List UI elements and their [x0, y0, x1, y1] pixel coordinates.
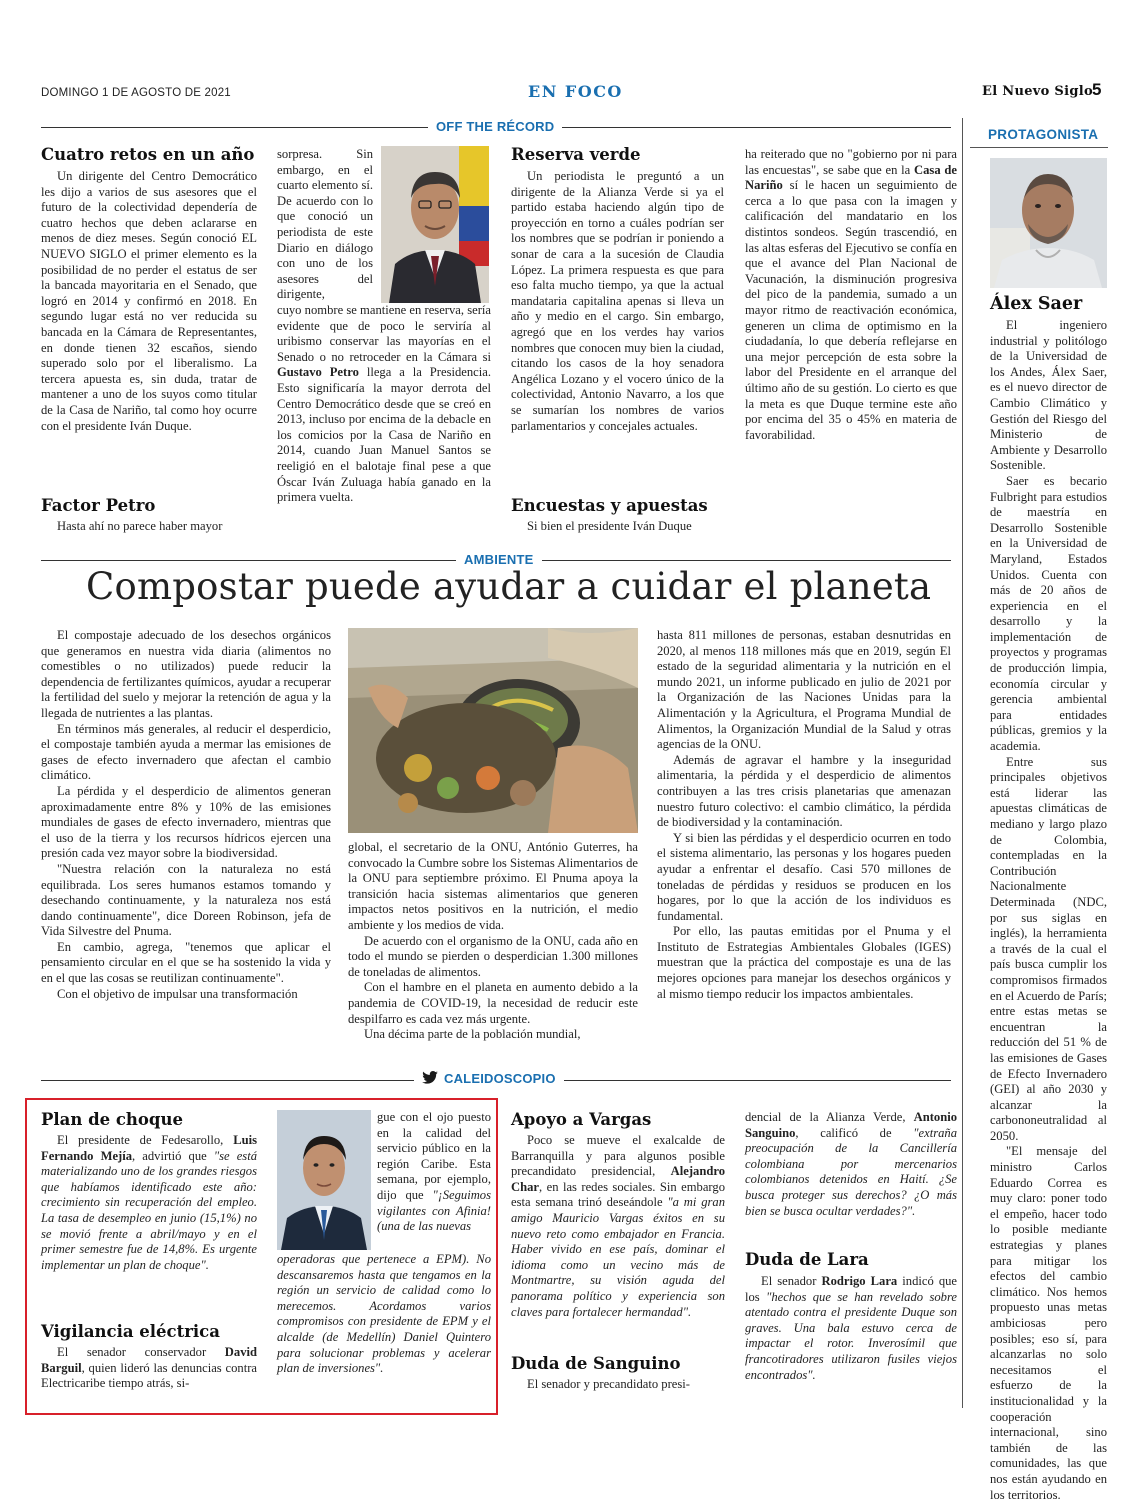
- body-plan-choque: El presidente de Fedesarollo, Luis Fernando Mejía, advirtió que "se está materializando uno de los grandes riesgos que habíamos identificado este año: crecimiento sin recuperación del empleo. La tasa de desempleo en junio (15,1%) no se movió frente a abril/mayo y en el primer semestre fue de 14,8%. Es urgente implementar un plan de choque".: [41, 1133, 257, 1272]
- body-vigilancia: El senador conservador David Barguil, quien lideró las denuncias contra Electricaribe tiempo atrás, si-: [41, 1345, 257, 1391]
- photo-compost: [348, 628, 638, 833]
- ambiente-label: AMBIENTE: [456, 552, 542, 567]
- headline-cuatro-retos: Cuatro retos en un año: [41, 145, 255, 164]
- body-duda-sanguino: El senador y precandidato presi-: [527, 1377, 690, 1391]
- masthead: El Nuevo Siglo: [982, 84, 1093, 99]
- photo-alex-saer: [990, 158, 1107, 288]
- headline-encuestas: Encuestas y apuestas: [511, 496, 708, 515]
- body-cuatro-retos: Un dirigente del Centro Democrático les dijo a varios de sus asesores que el futuro de la colectividad dependería de cuatro hechos que deben aclararse en menos de diez meses. Según conoció EL NUEVO SIGLO el primer elemento es la posibilidad de no perder el estatus de ser la bancada mayoritaria en el Senado, que logró en 2014 y confirmó en 2018. En segundo lugar está no ver reducida su bancada en la Cámara de Representantes, en donde tienen 32 escaños, siendo superado solo por el liberalismo. La tercera apuesta es, sin duda, tratar de mantener a uno de los suyos como titular de la Casa de Nariño, tal como hoy ocurre con el presidente Iván Duque.: [41, 169, 257, 433]
- body-compostar-col1: El compostaje adecuado de los desechos orgánicos que generamos en nuestra vida diaria (alimentos no comestibles o no utilizados) puede reducir la dependencia de fertilizantes químicos, ayudar a recuperar la fertilidad del suelo y mejorar la retención de agua y la llegada de nutrientes a las plantas. En términos más generales, al reducir el desperdicio, el compostaje también ayuda a mermar las emisiones de gases de efecto invernadero que afectan el cambio climático. La pérdida y el desperdicio de alimentos generan aproximadamente entre 8% y 10% de las emisiones mundiales de gases de efecto invernadero, mientras que el uso de la tierra y los recursos hídricos ejercen una presión cada vez mayor sobre la biodiversidad. "Nuestra relación con la naturaleza no está equilibrada. Los seres humanos estamos tomando y desechando continuamente, y la naturaleza nos está dando continuamente", dice Doreen Robinson, jefa de Vida Silvestre del Pnuma. En cambio, agrega, "tenemos que aplicar el pensamiento circular en el que se ha sostenido la vida y en el que las cosas se reutilizan continuamente". Con el objetivo de impulsar una transformación: [41, 628, 331, 1001]
- body-reserva-verde: Un periodista le preguntó a un dirigente de la Alianza Verde si ya el partido estaba haciendo algún tipo de proyección en torno a cuáles podrían ser los nombres que se podrían ir poniendo a sonar de cara a la sucesión de Claudia López. La primera respuesta es que para eso falta mucho tiempo, ya que la actual mandataria capitalina apenas si lleva un año y medio en el cargo. Sin embargo, agregó que en los verdes hay varios nombres que conocen muy bien la ciudad, citando los casos de la hoy senadora Angélica Lozano y el vocero único de la colectividad, Antonio Navarro, a los que se sumarían los nombres de varios parlamentarios y concejales actuales.: [511, 169, 724, 433]
- body-compostar-col3: hasta 811 millones de personas, estaban desnutridas en 2020, al menos 118 millones más que en 2019, según El estado de la seguridad alimentaria y la nutrición en el mundo 2021, un informe publicado en julio de 2021 por la Organización de las Naciones Unidas para la Alimentación y la Agricultura, el Programa Mundial de Alimentos, la Organización Mundial de la Salud y otras agencias de la ONU. Además de agravar el hambre y la inseguridad alimentaria, la pérdida y el desperdicio de alimentos contribuyen a las tres crisis planetarias que amenazan nuestro futuro colectivo: el cambio climático, la pérdida de biodiversidad y la contaminación. Y si bien las pérdidas y el desperdicio ocurren en todo el sistema alimentario, las personas y los hogares pueden ayudar a enfrentar el desafío. Casi 570 millones de toneladas de pérdidas y residuos se producen en los hogares, por lo que la acción de los individuos es fundamental. Por ello, las pautas emitidas por el Pnuma y el Instituto de Estrategias Ambientales Globales (IGES) muestran que la práctica del compostaje es una de las mejores opciones para manejar los desechos orgánicos y al mismo tiempo reducir los impactos ambientales.: [657, 628, 951, 1001]
- twitter-icon: [422, 1071, 438, 1084]
- photo-david-barguil: [277, 1110, 371, 1250]
- headline-apoyo-vargas: Apoyo a Vargas: [511, 1110, 652, 1129]
- body-cuatro-wide: cuyo nombre se mantiene en reserva, sería evidente que de poco le serviría al uribismo conservar las mayorías en el Senado o no retroceder en la Cámara si Gustavo Petro llega a la Presidencia. Esto significaría la mayor derrota del Centro Democrático desde que se creó en 2013, incluso por encima de la debacle en los comicios por la Casa de Nariño en 2014, cuando Juan Manuel Santos se reeligió en el balotaje final pese a que Óscar Iván Zuluaga había ganado en la primera vuelta.: [277, 303, 492, 505]
- body-vigilancia-narrow: gue con el ojo puesto en la calidad del servicio público en la región Caribe. Esta semana, por ejemplo, dijo que "¡Seguimos vigilantes con Afinia! (una de las nuevas: [377, 1110, 491, 1234]
- headline-vigilancia: Vigilancia eléctrica: [41, 1322, 220, 1341]
- page-number: 5: [1092, 80, 1102, 99]
- body-compostar-col2: global, el secretario de la ONU, António Guterres, ha convocado la Cumbre sobre los Sistemas Alimentarios de la ONU para septiembre próximo. El Pnuma apoya la transición hacia sistemas alimentarios que generen impactos netos positivos en la nutrición, el medio ambiente y los medios de vida. De acuerdo con el organismo de la ONU, cada año en todo el mundo se pierden o desperdician 1.300 millones de toneladas de alimentos. Con el hambre en el planeta en aumento debido a la pandemia de COVID-19, la necesidad de reducir este despilfarro es cada vez más urgente. Una décima parte de la población mundial,: [348, 840, 638, 1042]
- section-title: EN FOCO: [528, 82, 623, 101]
- body-sanguino-continued: dencial de la Alianza Verde, Antonio Sanguino, calificó de "extraña preocupación de la Cancillería colombiana por mercenarios colombianos detenidos en Haití. ¿Se busca proteger sus derechos? ¿O más bien se busca ocultar verdades?".: [745, 1110, 957, 1218]
- body-encuestas: Si bien el presidente Iván Duque: [527, 519, 692, 533]
- divider: [970, 147, 1108, 148]
- body-apoyo-vargas: Poco se mueve el exalcalde de Barranquilla y para algunos posible precandidato presidencial, Alejandro Char, en las redes sociales. Sin embargo esta semana trinó deseándole "a mi gran amigo Mauricio Vargas éxitos en su nuevo reto como embajador en Francia. Haber vivido en ese país, dominar el idioma como un vecino más de Montmartre, su visión aguda del panorama político y experiencia son claves para fortalecer hermandad".: [511, 1133, 725, 1319]
- headline-plan-choque: Plan de choque: [41, 1110, 183, 1129]
- issue-date: DOMINGO 1 DE AGOSTO DE 2021: [41, 87, 231, 99]
- body-protagonista: El ingeniero industrial y politólogo de la Universidad de los Andes, Álex Saer, es el nuevo director de Cambio Climático y Gestión del Riesgo del Ministerio de Ambiente y Desarrollo Sostenible. Saer es becario Fulbright para estudios de maestría en Desarrollo Sostenible en la Universidad de Maryland, Estados Unidos. Cuenta con más de 20 años de experiencia en el desarrollo y la implementación de proyectos y programas de producción limpia, economía circular y gerencia ambiental para entidades públicas, gremios y la academia. Entre sus principales objetivos está liderar las apuestas climáticas de mediano y largo plazo de Colombia, contempladas en la Contribución Nacionalmente Determinada (NDC, por sus siglas en inglés), la herramienta a través de la cual el país busca cumplir los compromisos firmados en el Acuerdo de París; entre estas metas se encuentran la reducción del 51 % de las emisiones de Gases de Efecto Invernadero (GEI) al año 2030 y alcanzar la carbononeutralidad al 2050. "El mensaje del ministro Carlos Eduardo Correa es muy claro: poner todo el empeño, hacer todo lo posible mediante estrategias y planes para mitigar los efectos del cambio climático. Nos hemos propuesto unas metas ambiciosas pero posibles; eso sí, para alcanzarlas no solo necesitamos el esfuerzo de la institucionalidad y la cooperación internacional, sino también de las comunidades, las que nos están ayudando en los territorios.: [990, 318, 1107, 1502]
- headline-duda-lara: Duda de Lara: [745, 1250, 869, 1269]
- column-rule: [962, 118, 963, 1408]
- caleidoscopio-label: CALEIDOSCOPIO: [414, 1071, 564, 1086]
- body-duda-lara: El senador Rodrigo Lara indicó que los "hechos que se han revelado sobre atentado contra el presidente Duque son graves. Una bala estuvo cerca de impactar el rotor. Inverosímil que francotiradores utilizaron fusiles viejos encontrados".: [745, 1274, 958, 1382]
- headline-duda-sanguino: Duda de Sanguino: [511, 1354, 681, 1373]
- body-cuatro-narrow: sorpresa. Sin embargo, en el cuarto elemento sí. De acuerdo con lo que conoció un periodista de este Diario en diálogo con uno de los asesores del dirigente,: [277, 147, 373, 302]
- body-vigilancia-wide: operadoras que pertenece a EPM). No descansaremos hasta que tengamos en la región un servicio de calidad como lo merecemos. Acordamos varios compromisos con presidente de EPM y el alcalde (de Medellín) Daniel Quintero para solucionar problemas y acelerar plan de inversiones".: [277, 1252, 491, 1376]
- off-record-label: OFF THE RÉCORD: [428, 119, 562, 134]
- photo-gustavo-petro: [381, 146, 489, 303]
- body-encuestas-continued: ha reiterado que no "gobierno por ni para las encuestas", se sabe que en la Casa de Nariño sí le hacen un seguimiento de cerca a lo que pasa con la imagen y calificación del mandatario en los distintos sondeos. Según trascendió, en las altas esferas del Ejecutivo se confía en que el avance del Plan Nacional de Vacunación, la disminución progresiva del pico de la pandemia, sumado a un mayor ritmo de reactivación económica, generen un clima de optimismo en la ciudadanía, lo que debería reflejarse en una mejor percepción de esta sobre la labor del Presidente en el arranque del último año de su gestión. Lo cierto es que la meta es que Duque termine este año por encima del 35 o 45% en materia de favorabilidad.: [745, 147, 957, 442]
- body-factor-petro: Hasta ahí no parece haber mayor: [57, 519, 223, 533]
- protagonista-label: PROTAGONISTA: [988, 127, 1099, 142]
- headline-factor-petro: Factor Petro: [41, 496, 156, 515]
- headline-reserva-verde: Reserva verde: [511, 145, 641, 164]
- headline-compostar: Compostar puede ayudar a cuidar el planeta: [86, 565, 932, 608]
- protagonista-name: Álex Saer: [990, 294, 1083, 314]
